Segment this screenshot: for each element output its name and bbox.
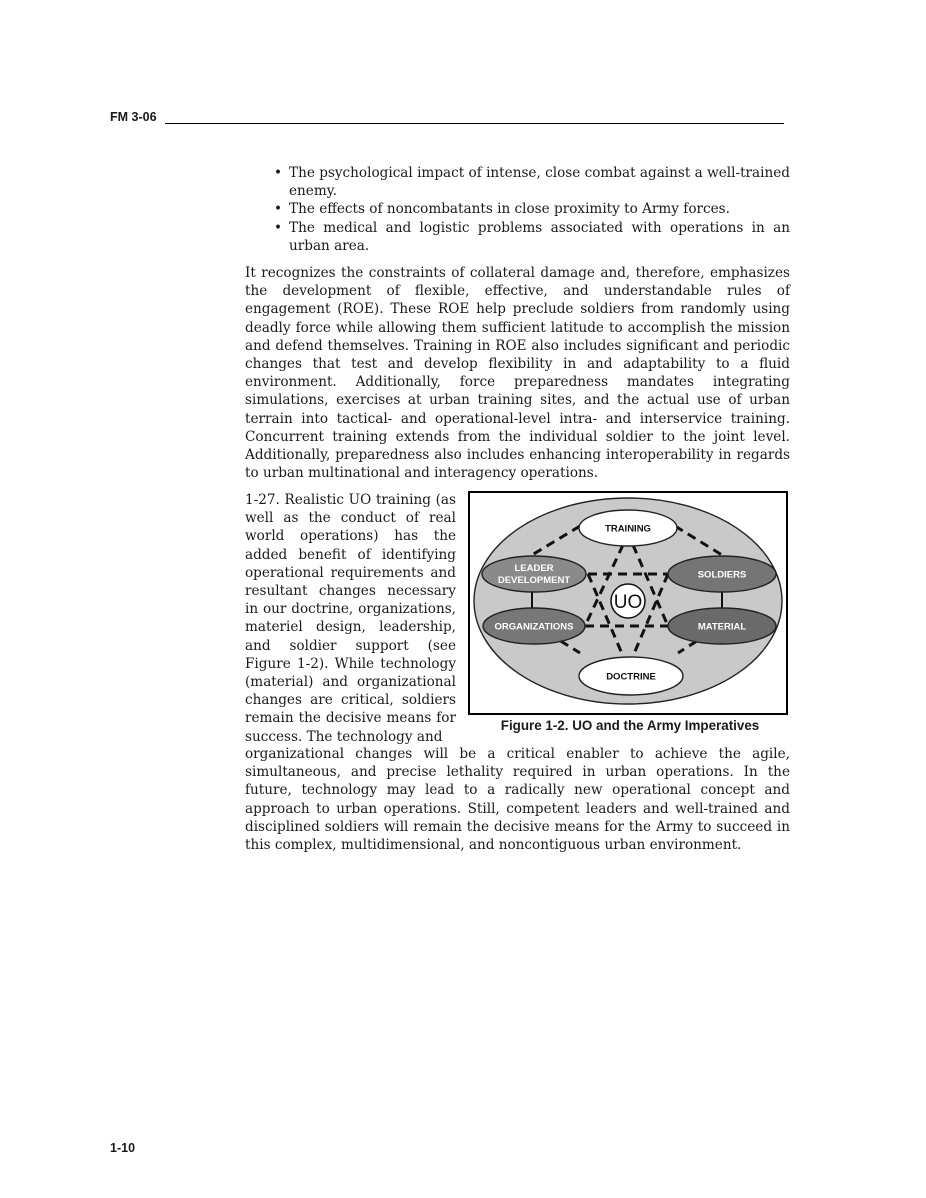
doctrine-label: DOCTRINE (606, 671, 656, 683)
header-rule (165, 123, 784, 124)
imperatives-diagram (470, 493, 786, 713)
leader-development-node (482, 556, 586, 592)
leader-label-line2: DEVELOPMENT (497, 575, 571, 586)
material-label: MATERIAL (697, 621, 747, 633)
paragraph-text: 1-27. Realistic UO training (as well as the conduct of real world operations) has the added benefit of identifying operational requirements and resultant changes necessary in our doctrine, organizations, materiel design, leadership, and soldier support (see Figure 1-2). While technology (material) and organizational changes are critical, soldiers remain the decisive means for success. The technology and (245, 492, 456, 745)
paragraph-text: It recognizes the constraints of collateral damage and, therefore, emphasizes the development of flexible, effective, and understandable rules of engagement (ROE). These ROE help preclude soldiers from randomly using deadly force while allowing them sufficient latitude to accomplish the mission and defend themselves. Training in ROE also includes significant and periodic changes that test and develop flexibility in and adaptability to a fluid environment. Additionally, force preparedness mandates integrating simulations, exercises at urban training sites, and the actual use of urban terrain into tactical- and operational-level intra- and interservice training. Concurrent training extends from the individual soldier to the joint level. Additionally, preparedness also includes enhancing interoperability in regards to urban multinational and interagency operations. (245, 265, 790, 482)
body-paragraph-wrapped (245, 491, 456, 746)
bullet-item: • The medical and logistic problems associated with operations in an urban area. (245, 219, 790, 255)
figure-caption: Figure 1-2. UO and the Army Imperatives (500, 718, 760, 733)
bullet-item: • The psychological impact of intense, close combat against a well-trained enemy. (245, 164, 790, 200)
bullet-item: • The effects of noncombatants in close proximity to Army forces. (245, 200, 790, 218)
figure-diagram (468, 491, 788, 715)
uo-center-label: UO (613, 592, 643, 613)
organizations-label: ORGANIZATIONS (494, 621, 574, 633)
leader-label-line1: LEADER (514, 563, 554, 574)
bullet-list (245, 164, 790, 255)
paragraph-text: organizational changes will be a critical enabler to achieve the agile, simultaneous, and precise lethality required in urban operations. In the future, technology may lead to a radically new operational concept and approach to urban operations. Still, competent leaders and well-trained and disciplined soldiers will remain the decisive means for the Army to succeed in this complex, multidimensional, and noncontiguous urban environment. (245, 746, 790, 854)
body-paragraph-continued (245, 745, 790, 854)
training-label: TRAINING (605, 523, 651, 535)
running-header: FM 3-06 (110, 110, 157, 124)
soldiers-label: SOLDIERS (697, 569, 747, 581)
body-paragraph (245, 264, 790, 482)
page-number: 1-10 (110, 1141, 136, 1155)
